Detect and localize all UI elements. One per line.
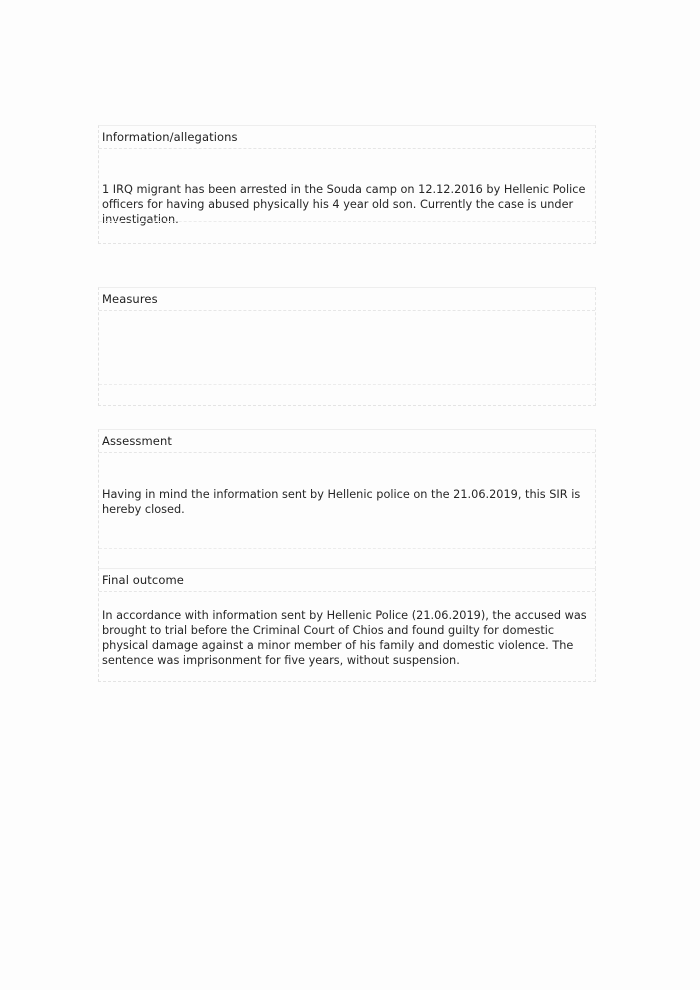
section-header xyxy=(99,569,595,592)
section-header xyxy=(99,126,595,149)
section-divider xyxy=(99,221,595,222)
section-body-text: 1 IRQ migrant has been arrested in the Souda camp on 12.12.2016 by Hellenic Police officers for having abused physically his 4 year old son. Currently the case is under investigation. xyxy=(102,183,586,226)
section-divider xyxy=(99,548,595,549)
section-body-text: In accordance with information sent by Hellenic Police (21.06.2019), the accused was brought to trial before the Criminal Court of Chios and found guilty for domestic physical damage against a minor member of his family and domestic violence. The sentence was imprisonment for five years, without suspension. xyxy=(102,609,587,667)
section-information-allegations xyxy=(98,125,596,244)
section-final-outcome xyxy=(98,568,596,682)
section-title: Assessment xyxy=(102,434,172,448)
section-measures xyxy=(98,287,596,406)
section-title: Final outcome xyxy=(102,573,184,587)
section-assessment xyxy=(98,429,596,569)
section-body-text: Having in mind the information sent by Hellenic police on the 21.06.2019, this SIR is hereby closed. xyxy=(102,488,581,516)
section-header xyxy=(99,430,595,453)
section-title: Measures xyxy=(102,292,158,306)
section-header xyxy=(99,288,595,311)
section-divider xyxy=(99,384,595,385)
section-title: Information/allegations xyxy=(102,130,238,144)
